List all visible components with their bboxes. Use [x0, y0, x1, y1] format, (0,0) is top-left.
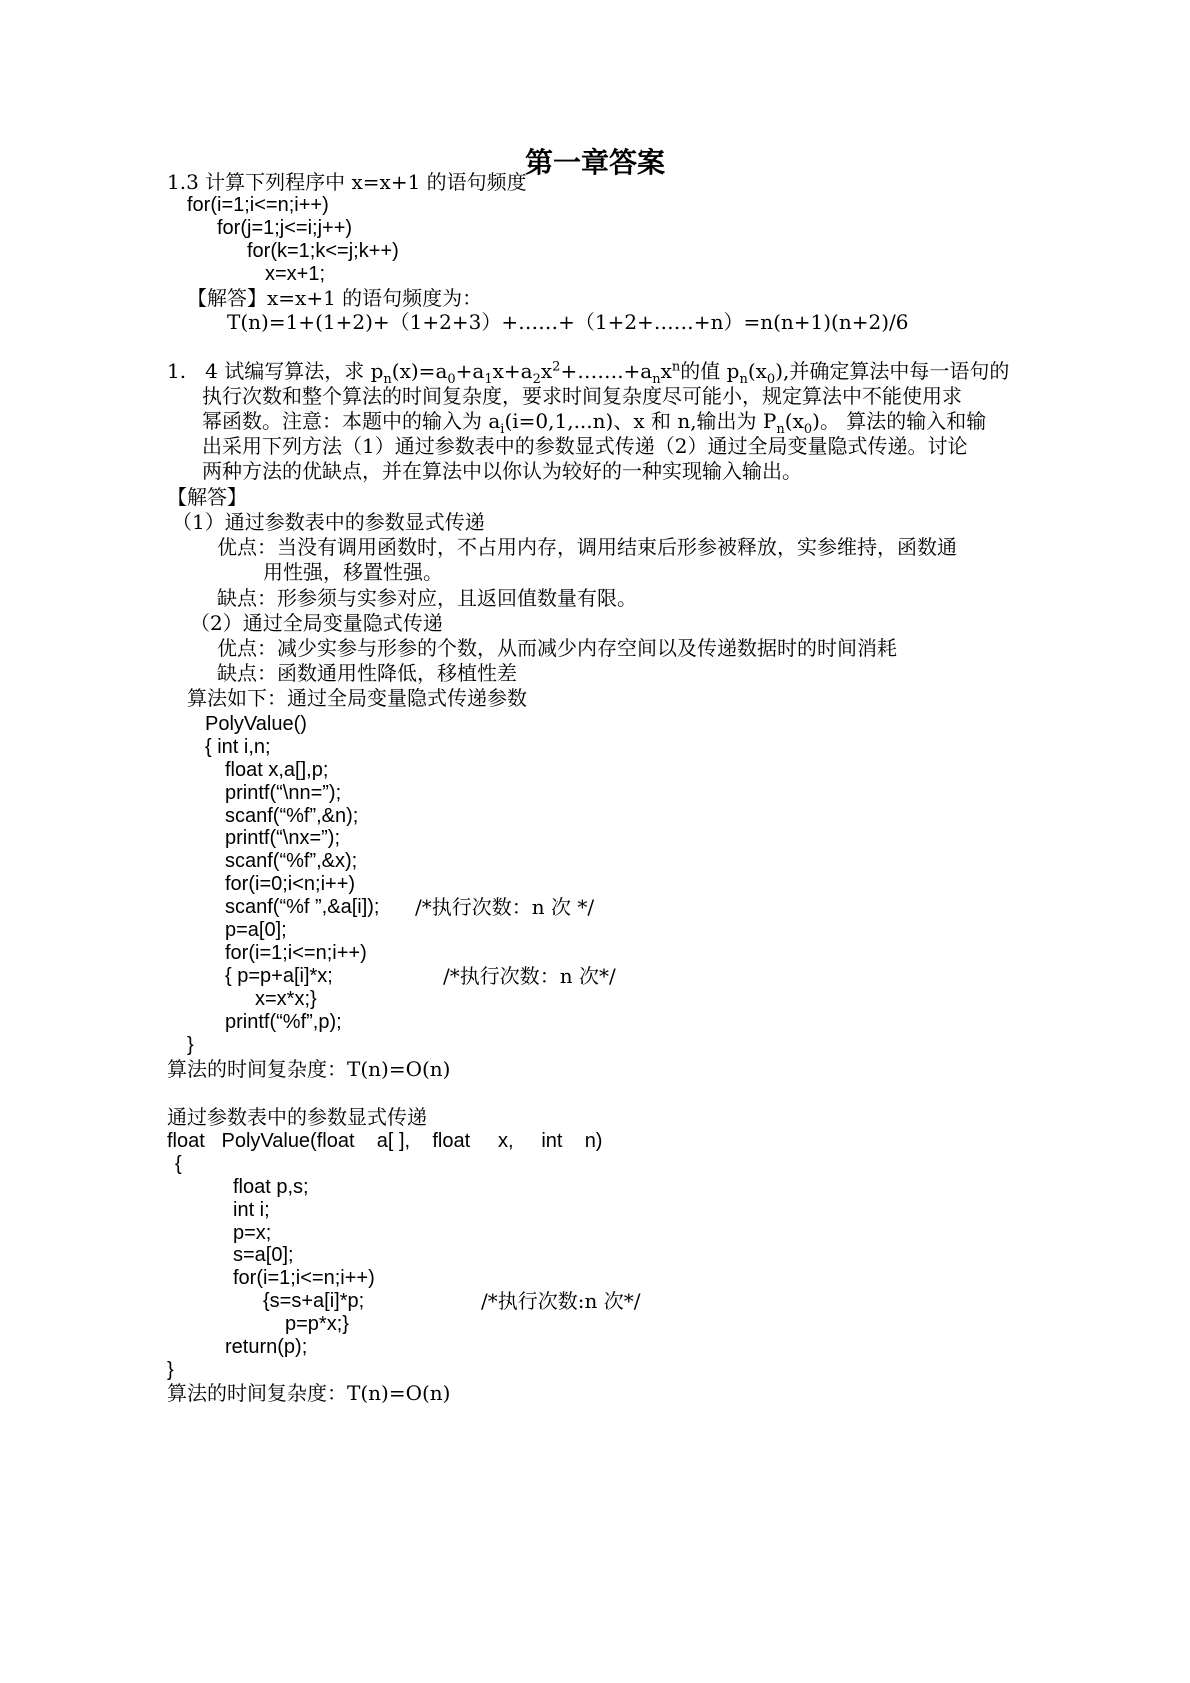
- q14-line-4: 出采用下列方法（1）通过参数表中的参数显式传递（2）通过全局变量隐式传递。讨论: [202, 434, 968, 458]
- subscript: i: [500, 422, 505, 437]
- q14-number: 1.: [167, 359, 187, 383]
- subscript: 1: [484, 372, 493, 387]
- method1-title: （1）通过参数表中的参数显式传递: [172, 510, 485, 534]
- q14-text: x: [660, 359, 672, 383]
- code1-line: printf(“%f”,p);: [225, 1011, 342, 1033]
- code1-line: for(i=0;i<n;i++): [225, 873, 356, 895]
- sig-token: float: [432, 1130, 471, 1152]
- method2-cons: 缺点：函数通用性降低，移植性差: [217, 661, 517, 685]
- code1-line: scanf(“%f ”,&a[i]);: [225, 896, 380, 918]
- q14-text: x: [540, 359, 553, 383]
- subscript: 0: [803, 422, 813, 437]
- code1-comment: /*执行次数：n 次 */: [415, 895, 595, 919]
- code1-line: PolyValue(): [205, 713, 307, 735]
- q14-line-3: [202, 409, 987, 437]
- subscript: 0: [766, 372, 776, 387]
- q14-text: x+a: [492, 359, 533, 383]
- q14-text: +…….+a: [560, 359, 653, 383]
- code2-signature: [167, 1129, 602, 1153]
- code2-line: }: [167, 1359, 174, 1381]
- subscript: n: [739, 372, 748, 387]
- q13-code-line: x=x+1;: [265, 263, 326, 285]
- subscript: 2: [532, 372, 541, 387]
- q13-code-line: for(j=1;j<=i;j++): [217, 217, 353, 239]
- method1-cons: 缺点：形参须与实参对应，且返回值数量有限。: [217, 586, 637, 610]
- method2-pros: 优点：减少实参与形参的个数，从而减少内存空间以及传递数据时的时间消耗: [217, 636, 897, 660]
- code1-line: scanf(“%f”,&n);: [225, 805, 359, 827]
- code1-line: }: [187, 1034, 194, 1056]
- code1-line: for(i=1;i<=n;i++): [225, 942, 367, 964]
- code1-line: scanf(“%f”,&x);: [225, 850, 358, 872]
- q14-text: (x)=a: [391, 359, 448, 383]
- code1-line: printf(“\nn=”);: [225, 782, 342, 804]
- code2-line: float p,s;: [233, 1176, 309, 1198]
- code1-line: { p=p+a[i]*x;: [225, 965, 333, 987]
- q13-code-line: for(k=1;k<=j;k++): [247, 240, 399, 262]
- method2-title: （2）通过全局变量隐式传递: [190, 611, 443, 635]
- q14-text: ),并确定算法中每一语句的: [775, 359, 1010, 383]
- subscript: n: [776, 422, 785, 437]
- code2-line: p=x;: [233, 1222, 272, 1244]
- sig-token: a[ ],: [376, 1130, 411, 1152]
- algorithm-intro: 算法如下：通过全局变量隐式传递参数: [187, 686, 527, 710]
- sig-token: float: [167, 1130, 205, 1152]
- q14-text: 的值 p: [680, 359, 740, 383]
- q13-code-line: for(i=1;i<=n;i++): [187, 194, 329, 216]
- complexity-2: 算法的时间复杂度：T(n)=O(n): [167, 1381, 451, 1405]
- q14-line-2: 执行次数和整个算法的时间复杂度，要求时间复杂度尽可能小，规定算法中不能使用求: [202, 384, 962, 408]
- code1-comment: /*执行次数：n 次*/: [443, 964, 616, 988]
- q14-text: (x: [747, 359, 767, 383]
- superscript: 2: [552, 359, 561, 375]
- method1-pros-cont: 用性强，移置性强。: [263, 560, 443, 584]
- subscript: n: [652, 372, 661, 387]
- code2-line: for(i=1;i<=n;i++): [233, 1267, 375, 1289]
- code2-line: int i;: [233, 1199, 270, 1221]
- q14-text: 幂函数。注意：本题中的输入为 a: [202, 409, 501, 433]
- q13-heading: 1.3 计算下列程序中 x=x+1 的语句频度: [167, 170, 527, 194]
- code2-line: {: [175, 1153, 182, 1175]
- code2-comment: /*执行次数:n 次*/: [481, 1289, 641, 1313]
- sig-token: PolyValue(float: [221, 1130, 355, 1152]
- q14-text: )。 算法的输入和输: [812, 409, 987, 433]
- complexity-1: 算法的时间复杂度：T(n)=O(n): [167, 1057, 451, 1081]
- sig-token: int: [541, 1130, 563, 1152]
- code1-line: x=x*x;}: [255, 988, 317, 1010]
- q14-line-1: [167, 359, 1010, 387]
- q13-formula: T(n)=1+(1+2)+（1+2+3）+……+（1+2+……+n）=n(n+1)(n+2)/6: [227, 310, 909, 334]
- superscript: n: [671, 359, 681, 375]
- q14-line-5: 两种方法的优缺点，并在算法中以你认为较好的一种实现输入输出。: [202, 459, 802, 483]
- q14-text: +a: [455, 359, 485, 383]
- code2-line: p=p*x;}: [285, 1313, 349, 1335]
- code1-line: { int i,n;: [205, 736, 271, 758]
- code2-line: {s=s+a[i]*p;: [263, 1290, 365, 1312]
- sig-token: x,: [497, 1130, 514, 1152]
- code1-line: p=a[0];: [225, 919, 287, 941]
- code1-line: float x,a[],p;: [225, 759, 329, 781]
- sig-token: n): [584, 1130, 603, 1152]
- answer-label: 【解答】: [167, 485, 247, 509]
- q14-text: (i=0,1,...n)、x 和 n,输出为 P: [504, 409, 777, 433]
- subscript: 0: [447, 372, 456, 387]
- code2-line: return(p);: [225, 1336, 308, 1358]
- method1-pros: 优点：当没有调用函数时，不占用内存，调用结束后形参被释放，实参维持，函数通: [217, 535, 957, 559]
- subscript: n: [383, 372, 392, 387]
- method2-code-title: 通过参数表中的参数显式传递: [167, 1105, 427, 1129]
- code2-line: s=a[0];: [233, 1244, 294, 1266]
- q13-answer-label: 【解答】x=x+1 的语句频度为：: [187, 286, 483, 310]
- q14-text: 4 试编写算法，求 p: [205, 359, 384, 383]
- q14-text: (x: [784, 409, 804, 433]
- code1-line: printf(“\nx=”);: [225, 827, 341, 849]
- page-title: 第一章答案: [524, 146, 665, 179]
